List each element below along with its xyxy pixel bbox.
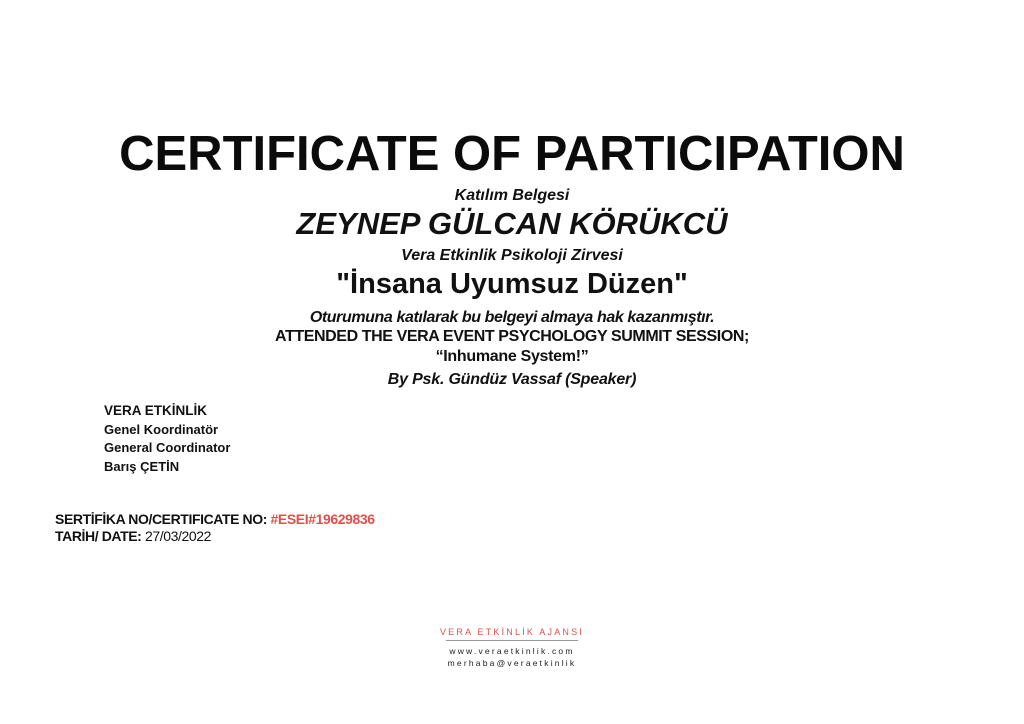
certificate-date-value: 27/03/2022: [144, 528, 212, 544]
certificate-title: CERTIFICATE OF PARTICIPATION: [119, 127, 905, 181]
signatory-organization: VERA ETKİNLİK: [104, 403, 208, 418]
footer-email: merhaba@veraetkinlik: [447, 658, 577, 668]
event-name: Vera Etkinlik Psikoloji Zirvesi: [401, 247, 623, 264]
certificate-number-label: SERTİFİKA NO/CERTIFICATE NO:: [55, 511, 268, 527]
statement-en: ATTENDED THE VERA EVENT PSYCHOLOGY SUMMIT SESSION;: [275, 328, 749, 345]
signatory-name: Barış ÇETİN: [104, 458, 180, 474]
signatory-role-tr: Genel Koordinatör: [104, 421, 219, 437]
certificate-number-value: #ESEI#19629836: [270, 511, 375, 527]
signatory-block: [104, 402, 230, 476]
speaker-line: By Psk. Gündüz Vassaf (Speaker): [387, 371, 637, 388]
certificate-subtitle-tr: Katılım Belgesi: [454, 187, 570, 204]
certificate-date-row: [55, 528, 375, 545]
session-title-tr: "İnsana Uyumsuz Düzen": [336, 268, 688, 300]
certificate-number-row: [55, 511, 375, 528]
footer-brand: VERA ETKİNLİK AJANSI: [439, 627, 585, 637]
certificate-date-label: TARİH/ DATE:: [55, 528, 142, 544]
footer-divider: [446, 640, 578, 641]
signatory-role-en: General Coordinator: [104, 440, 231, 455]
certificate-meta: [55, 511, 375, 545]
statement-tr: Oturumuna katılarak bu belgeyi almaya hak kazanmıştır.: [309, 309, 715, 326]
session-title-en: “Inhumane System!”: [435, 348, 589, 365]
footer-website: www.veraetkinlik.com: [449, 646, 575, 656]
footer: [412, 626, 612, 669]
participant-name: ZEYNEP GÜLCAN KÖRÜKCÜ: [296, 206, 728, 241]
